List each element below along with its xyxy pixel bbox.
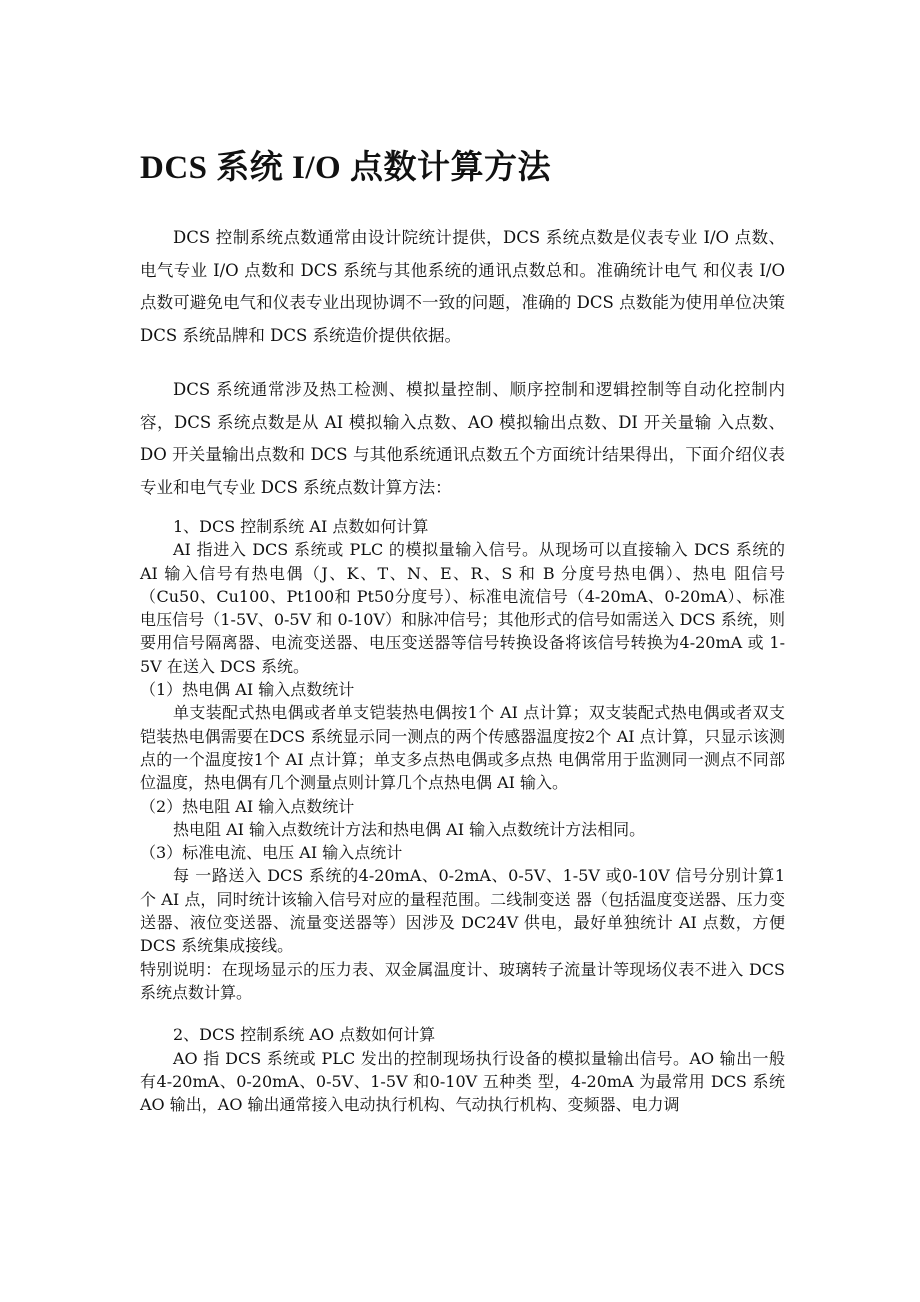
intro-paragraph-2: DCS 系统通常涉及热工检测、模拟量控制、顺序控制和逻辑控制等自动化控制内容，DCS 系统点数是从 AI 模拟输入点数、AO 模拟输出点数、DI 开关量输 入点数、DO 开关量输出点数和 DCS 与其他系统通讯点数五个方面统计结果得出，下面介绍仪表专业和电气专业 DCS 系统点数计算方法：: [140, 380, 785, 497]
document-body: [140, 515, 785, 1116]
section-heading-ai: 1、DCS 控制系统 AI 点数如何计算: [173, 517, 429, 536]
section-text-ao: AO 指 DCS 系统或 PLC 发出的控制现场执行设备的模拟量输出信号。AO 输出一般有4-20mA、0-20mA、0-5V、1-5V 和0-10V 五种类 型，4-20mA 为最常用 DCS 系统 AO 输出，AO 输出通常接入电动执行机构、气动执行机构、变频器、电力调: [140, 1048, 785, 1115]
special-note: 特别说明：在现场显示的压力表、双金属温度计、玻璃转子流量计等现场仪表不进入 DCS 系统点数计算。: [140, 959, 785, 1002]
section-text-rtd: 热电阻 AI 输入点数统计方法和热电偶 AI 输入点数统计方法相同。: [173, 819, 646, 839]
document-title: DCS 系统 I/O 点数计算方法: [140, 150, 551, 186]
section-heading-standard-signal: （3）标准电流、电压 AI 输入点统计: [140, 843, 403, 863]
section-gap: [140, 1004, 785, 1023]
section-text-ai: AI 指进入 DCS 系统或 PLC 的模拟量输入信号。从现场可以直接输入 DCS 系统的 AI 输入信号有热电偶（J、K、T、N、E、R、S 和 B 分度号热电偶）、热电 阻信号（Cu50、Cu100、Pt100和 Pt50分度号）、标准电流信号（4-20mA、0-20mA）、标准电压信号（1-5V、0-5V 和 0-10V）和脉冲信号；其他形式的信号如需送入 DCS 系统，则要用信号隔离器、电流变送器、电压变送器等信号转换设备将该信号转换为4-20mA 或 1-5V 在送入 DCS 系统。: [140, 540, 785, 676]
section-heading-ao: 2、DCS 控制系统 AO 点数如何计算: [173, 1025, 436, 1045]
section-heading-rtd: （2）热电阻 AI 输入点数统计: [140, 796, 355, 816]
section-text-thermocouple: 单支装配式热电偶或者单支铠装热电偶按1个 AI 点计算；双支装配式热电偶或者双支铠装热电偶需要在DCS 系统显示同一测点的两个传感器温度按2个 AI 点计算，只显示该测点的一个温度按1个 AI 点计算；单支多点热电偶或多点热 电偶常用于监测同一测点不同部位温度，热电偶有几个测量点则计算几个点热电偶 AI 输入。: [140, 703, 785, 793]
section-text-standard-signal: 每 一路送入 DCS 系统的4-20mA、0-2mA、0-5V、1-5V 或0-10V 信号分别计算1个 AI 点，同时统计该输入信号对应的量程范围。二线制变送 器（包括温度变送器、压力变送器、液位变送器、流量变送器等）因涉及 DC24V 供电，最好单独统计 AI 点数，方便 DCS 系统集成接线。: [140, 866, 785, 956]
intro-paragraph-1: DCS 控制系统点数通常由设计院统计提供，DCS 系统点数是仪表专业 I/O 点数、电气专业 I/O 点数和 DCS 系统与其他系统的通讯点数总和。准确统计电气 和仪表 I/O 点数可避免电气和仪表专业出现协调不一致的问题，准确的 DCS 点数能为使用单位决策 DCS 系统品牌和 DCS 系统造价提供依据。: [140, 228, 785, 345]
section-heading-thermocouple: （1）热电偶 AI 输入点数统计: [140, 680, 355, 700]
